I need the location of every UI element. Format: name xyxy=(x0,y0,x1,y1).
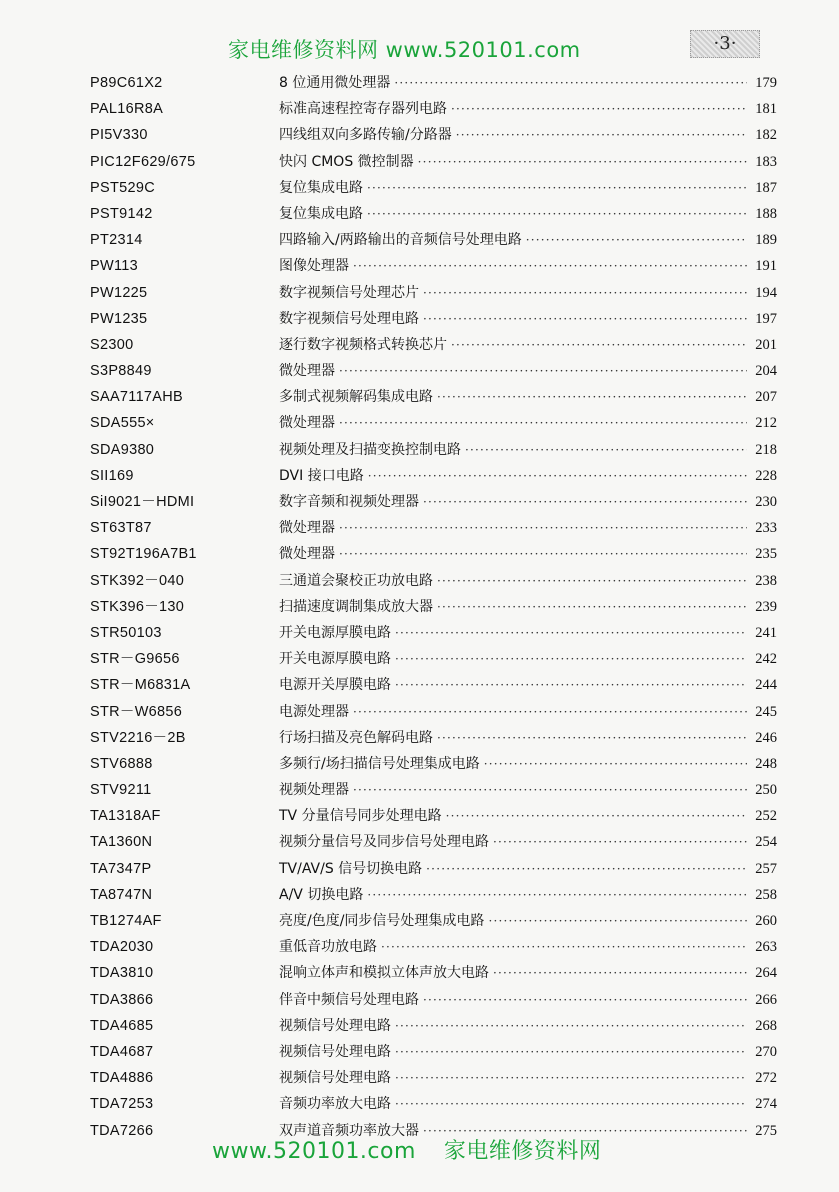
toc-entry xyxy=(279,70,777,96)
dot-leader xyxy=(423,489,747,515)
toc-row xyxy=(0,175,839,201)
toc-title: 微处理器 xyxy=(279,363,335,380)
toc-chip-code: STV2216－2B xyxy=(90,729,186,746)
toc-entry xyxy=(279,672,777,698)
toc-page-number: 179 xyxy=(755,75,777,91)
toc-row xyxy=(0,437,839,463)
toc-chip-code: TA1318AF xyxy=(90,808,161,825)
toc-row xyxy=(0,332,839,358)
dot-leader xyxy=(339,410,747,436)
toc-entry xyxy=(279,1039,777,1065)
toc-title: 快闪 CMOS 微控制器 xyxy=(279,153,414,170)
toc-chip-code: S2300 xyxy=(90,336,134,353)
toc-chip-code: PW1225 xyxy=(90,284,148,301)
dot-leader xyxy=(395,620,747,646)
page-number: ·3· xyxy=(690,30,760,58)
toc-chip-code: TDA3866 xyxy=(90,991,154,1008)
toc-entry xyxy=(279,96,777,122)
toc-page-number: 230 xyxy=(755,494,777,510)
toc-entry xyxy=(279,960,777,986)
toc-title: 重低音功放电路 xyxy=(279,939,377,956)
toc-row xyxy=(0,594,839,620)
toc-entry xyxy=(279,1013,777,1039)
toc-row xyxy=(0,96,839,122)
toc-title: 图像处理器 xyxy=(279,258,349,275)
toc-chip-code: S3P8849 xyxy=(90,363,152,380)
toc-row xyxy=(0,489,839,515)
toc-chip-code: TDA7266 xyxy=(90,1122,154,1139)
toc-title: 扫描速度调制集成放大器 xyxy=(279,598,433,615)
toc-entry xyxy=(279,463,777,489)
toc-chip-code: ST92T196A7B1 xyxy=(90,546,197,563)
toc-entry xyxy=(279,437,777,463)
toc-page-number: 188 xyxy=(755,205,777,222)
toc-title: 多制式视频解码集成电路 xyxy=(279,389,433,406)
toc-entry xyxy=(279,227,777,253)
toc-entry xyxy=(279,908,777,934)
toc-page-number: 270 xyxy=(755,1043,777,1060)
dot-leader xyxy=(437,568,747,594)
toc-entry xyxy=(279,594,777,620)
toc-title: 开关电源厚膜电路 xyxy=(279,651,391,668)
toc-title: 复位集成电路 xyxy=(279,205,363,222)
toc-row xyxy=(0,1013,839,1039)
toc-entry xyxy=(279,620,777,646)
toc-page-number: 245 xyxy=(755,703,777,720)
watermark-top: 家电维修资料网 www.520101.com xyxy=(228,38,581,62)
toc-row xyxy=(0,410,839,436)
dot-leader xyxy=(339,358,747,384)
dot-leader xyxy=(446,803,747,829)
toc-page-number: 246 xyxy=(755,729,777,746)
toc-row xyxy=(0,882,839,908)
toc-entry xyxy=(279,856,777,882)
toc-entry xyxy=(279,882,777,908)
dot-leader xyxy=(394,70,747,96)
dot-leader xyxy=(353,777,747,803)
toc-entry xyxy=(279,122,777,148)
toc-page-number: 191 xyxy=(755,258,777,275)
toc-chip-code: PW1235 xyxy=(90,310,148,327)
toc-page-number: 201 xyxy=(755,336,777,353)
dot-leader xyxy=(418,149,747,175)
toc-page-number: 268 xyxy=(755,1017,777,1034)
dot-leader xyxy=(395,1065,747,1091)
toc-title: 8 位通用微处理器 xyxy=(279,75,391,91)
toc-row xyxy=(0,463,839,489)
dot-leader xyxy=(367,201,747,227)
dot-leader xyxy=(484,751,747,777)
toc-page-number: 218 xyxy=(755,441,777,458)
toc-row xyxy=(0,541,839,567)
toc-entry xyxy=(279,384,777,410)
toc-entry xyxy=(279,332,777,358)
toc-title: 多频行/场扫描信号处理集成电路 xyxy=(279,755,480,772)
toc-page-number: 187 xyxy=(755,179,777,196)
toc-page-number: 207 xyxy=(755,389,777,406)
dot-leader xyxy=(367,175,747,201)
dot-leader xyxy=(437,594,747,620)
dot-leader xyxy=(339,541,747,567)
toc-title: 微处理器 xyxy=(279,546,335,563)
toc-chip-code: STR－G9656 xyxy=(90,651,180,668)
toc-page-number: 233 xyxy=(755,520,777,537)
toc-row xyxy=(0,672,839,698)
toc-title: 音频功率放大电路 xyxy=(279,1096,391,1113)
toc-page-number: 272 xyxy=(755,1070,777,1087)
toc-row xyxy=(0,70,839,96)
toc-chip-code: STV6888 xyxy=(90,755,153,772)
toc-title: 视频处理及扫描变换控制电路 xyxy=(279,441,461,458)
dot-leader xyxy=(493,960,747,986)
dot-leader xyxy=(339,515,747,541)
dot-leader xyxy=(395,646,747,672)
toc-title: 开关电源厚膜电路 xyxy=(279,624,391,641)
toc-row xyxy=(0,358,839,384)
toc-row xyxy=(0,515,839,541)
toc-row xyxy=(0,280,839,306)
toc-entry xyxy=(279,306,777,332)
toc-row xyxy=(0,568,839,594)
toc-chip-code: ST63T87 xyxy=(90,520,152,537)
toc-entry xyxy=(279,1091,777,1117)
toc-entry xyxy=(279,987,777,1013)
toc-page-number: 248 xyxy=(755,755,777,772)
toc-entry xyxy=(279,410,777,436)
toc-chip-code: PI5V330 xyxy=(90,127,148,144)
toc-page-number: 189 xyxy=(755,232,777,249)
dot-leader xyxy=(488,908,747,934)
toc-page-number: 254 xyxy=(755,834,777,851)
toc-chip-code: STV9211 xyxy=(90,782,152,799)
toc-title: 视频处理器 xyxy=(279,782,349,799)
dot-leader xyxy=(526,227,747,253)
toc-title: 微处理器 xyxy=(279,415,335,432)
toc-page-number: 257 xyxy=(755,860,777,877)
toc-entry xyxy=(279,541,777,567)
toc-title: 伴音中频信号处理电路 xyxy=(279,991,419,1008)
toc-row xyxy=(0,201,839,227)
dot-leader xyxy=(465,437,747,463)
toc-entry xyxy=(279,934,777,960)
toc-title: 复位集成电路 xyxy=(279,179,363,196)
toc-page-number: 182 xyxy=(755,127,777,144)
watermark-site-name: 家电维修资料网 xyxy=(443,1139,602,1164)
toc-chip-code: PT2314 xyxy=(90,232,143,249)
toc-page-number: 194 xyxy=(755,284,777,301)
dot-leader xyxy=(381,934,747,960)
toc-page-number: 260 xyxy=(755,913,777,929)
toc-chip-code: PW113 xyxy=(90,258,138,275)
toc-chip-code: PAL16R8A xyxy=(90,101,164,118)
toc-chip-code: TB1274AF xyxy=(90,913,162,929)
toc-title: 逐行数字视频格式转换芯片 xyxy=(279,336,447,353)
toc-entry xyxy=(279,489,777,515)
toc-row xyxy=(0,646,839,672)
dot-leader xyxy=(451,96,747,122)
toc-chip-code: TA8747N xyxy=(90,886,153,903)
toc-entry xyxy=(279,201,777,227)
toc-row xyxy=(0,856,839,882)
toc-entry xyxy=(279,175,777,201)
toc-row xyxy=(0,699,839,725)
toc-entry xyxy=(279,725,777,751)
toc-chip-code: TDA4685 xyxy=(90,1017,154,1034)
table-of-contents xyxy=(0,70,839,1144)
toc-page-number: 197 xyxy=(755,310,777,327)
toc-row xyxy=(0,829,839,855)
toc-page-number: 258 xyxy=(755,886,777,903)
toc-title: 数字音频和视频处理器 xyxy=(279,494,419,510)
toc-row xyxy=(0,122,839,148)
dot-leader xyxy=(395,672,747,698)
toc-row xyxy=(0,934,839,960)
toc-chip-code: PST9142 xyxy=(90,205,153,222)
toc-entry xyxy=(279,646,777,672)
toc-chip-code: TDA4886 xyxy=(90,1070,154,1087)
toc-chip-code: TA7347P xyxy=(90,860,152,877)
toc-row xyxy=(0,803,839,829)
toc-title: 电源处理器 xyxy=(279,703,349,720)
dot-leader xyxy=(437,725,747,751)
dot-leader xyxy=(353,699,747,725)
toc-entry xyxy=(279,777,777,803)
toc-row xyxy=(0,253,839,279)
toc-row xyxy=(0,306,839,332)
toc-page-number: 266 xyxy=(755,991,777,1008)
toc-title: 数字视频信号处理芯片 xyxy=(279,284,419,301)
dot-leader xyxy=(493,829,747,855)
toc-chip-code: TDA7253 xyxy=(90,1096,154,1113)
toc-title: 视频信号处理电路 xyxy=(279,1043,391,1060)
toc-page-number: 235 xyxy=(755,546,777,563)
toc-page-number: 181 xyxy=(755,101,777,118)
toc-page-number: 244 xyxy=(755,677,777,694)
toc-page-number: 274 xyxy=(755,1096,777,1113)
toc-title: 微处理器 xyxy=(279,520,335,537)
toc-chip-code: TDA4687 xyxy=(90,1043,154,1060)
dot-leader xyxy=(451,332,747,358)
toc-title: 视频信号处理电路 xyxy=(279,1070,391,1087)
toc-chip-code: SDA555× xyxy=(90,415,155,432)
toc-page-number: 252 xyxy=(755,808,777,825)
toc-chip-code: STK396－130 xyxy=(90,598,185,615)
toc-row xyxy=(0,751,839,777)
toc-title: 双声道音频功率放大器 xyxy=(279,1122,419,1139)
toc-chip-code: TA1360N xyxy=(90,834,153,851)
toc-title: 亮度/色度/同步信号处理集成电路 xyxy=(279,913,485,929)
toc-page-number: 212 xyxy=(755,415,777,432)
toc-title: 视频分量信号及同步信号处理电路 xyxy=(279,834,489,851)
toc-title: 四线组双向多路传输/分路器 xyxy=(279,127,452,144)
toc-title: A/V 切换电路 xyxy=(279,886,364,903)
toc-chip-code: STR－W6856 xyxy=(90,703,183,720)
dot-leader xyxy=(368,463,747,489)
dot-leader xyxy=(456,122,747,148)
dot-leader xyxy=(437,384,747,410)
toc-chip-code: TDA2030 xyxy=(90,939,154,956)
toc-title: 电源开关厚膜电路 xyxy=(279,677,391,694)
dot-leader xyxy=(423,306,747,332)
dot-leader xyxy=(423,987,747,1013)
toc-entry xyxy=(279,253,777,279)
toc-chip-code: TDA3810 xyxy=(90,965,154,982)
toc-page-number: 204 xyxy=(755,363,777,380)
dot-leader xyxy=(423,280,747,306)
dot-leader xyxy=(353,253,747,279)
toc-page-number: 275 xyxy=(755,1122,777,1139)
toc-title: 混响立体声和模拟立体声放大电路 xyxy=(279,965,489,982)
toc-page-number: 242 xyxy=(755,651,777,668)
toc-chip-code: SDA9380 xyxy=(90,441,155,458)
toc-row xyxy=(0,725,839,751)
toc-entry xyxy=(279,280,777,306)
toc-title: DVI 接口电路 xyxy=(279,467,364,484)
toc-chip-code: P89C61X2 xyxy=(90,75,163,91)
toc-row xyxy=(0,908,839,934)
toc-page-number: 228 xyxy=(755,467,777,484)
toc-row xyxy=(0,987,839,1013)
toc-page-number: 239 xyxy=(755,598,777,615)
toc-row xyxy=(0,1091,839,1117)
toc-chip-code: SiI9021－HDMI xyxy=(90,494,195,510)
toc-entry xyxy=(279,699,777,725)
toc-title: 四路输入/两路输出的音频信号处理电路 xyxy=(279,232,522,249)
toc-row xyxy=(0,384,839,410)
dot-leader xyxy=(367,882,747,908)
toc-entry xyxy=(279,149,777,175)
toc-entry xyxy=(279,568,777,594)
toc-chip-code: PIC12F629/675 xyxy=(90,153,196,170)
toc-title: 数字视频信号处理电路 xyxy=(279,310,419,327)
toc-page-number: 238 xyxy=(755,572,777,589)
dot-leader xyxy=(395,1013,747,1039)
dot-leader xyxy=(395,1091,747,1117)
toc-entry xyxy=(279,358,777,384)
toc-page-number: 250 xyxy=(755,782,777,799)
toc-title: 视频信号处理电路 xyxy=(279,1017,391,1034)
toc-chip-code: STR－M6831A xyxy=(90,677,191,694)
toc-row xyxy=(0,149,839,175)
toc-title: 三通道会聚校正功放电路 xyxy=(279,572,433,589)
toc-title: 行场扫描及亮色解码电路 xyxy=(279,729,433,746)
toc-entry xyxy=(279,1065,777,1091)
dot-leader xyxy=(426,856,747,882)
toc-row xyxy=(0,1065,839,1091)
toc-entry xyxy=(279,829,777,855)
toc-row xyxy=(0,960,839,986)
toc-chip-code: STR50103 xyxy=(90,624,162,641)
toc-page-number: 241 xyxy=(755,624,777,641)
toc-entry xyxy=(279,515,777,541)
toc-page-number: 263 xyxy=(755,939,777,956)
toc-row xyxy=(0,227,839,253)
toc-title: 标准高速程控寄存器列电路 xyxy=(279,101,447,118)
toc-entry xyxy=(279,803,777,829)
toc-chip-code: SAA7117AHB xyxy=(90,389,184,406)
toc-page-number: 183 xyxy=(755,153,777,170)
toc-row xyxy=(0,620,839,646)
toc-title: TV 分量信号同步处理电路 xyxy=(279,808,442,825)
toc-chip-code: SII169 xyxy=(90,467,134,484)
toc-entry xyxy=(279,751,777,777)
dot-leader xyxy=(395,1039,747,1065)
watermark-bottom xyxy=(212,1134,601,1165)
toc-chip-code: STK392－040 xyxy=(90,572,185,589)
watermark-url: www.520101.com xyxy=(212,1139,416,1164)
toc-row xyxy=(0,1039,839,1065)
toc-row xyxy=(0,777,839,803)
toc-title: TV/AV/S 信号切换电路 xyxy=(279,860,423,877)
toc-page-number: 264 xyxy=(755,965,777,982)
toc-chip-code: PST529C xyxy=(90,179,155,196)
